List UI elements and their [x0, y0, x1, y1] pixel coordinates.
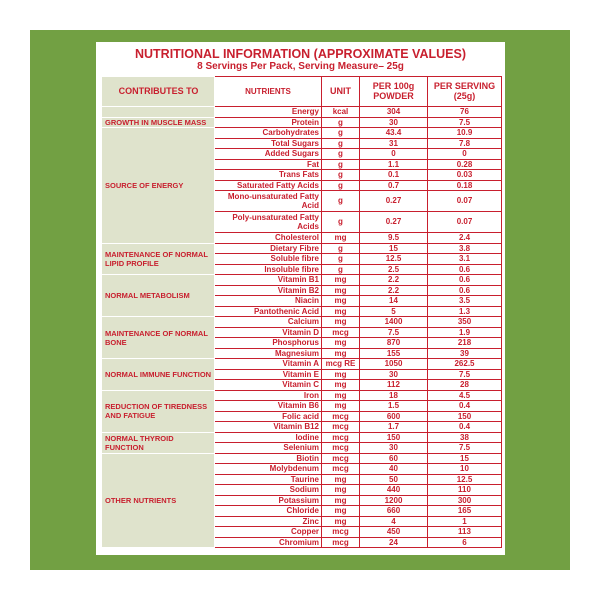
- value-serving: 3.1: [428, 254, 502, 265]
- nutrient-name: Dietary Fibre: [215, 243, 322, 254]
- table-row: [102, 275, 502, 286]
- group-empty: [102, 107, 215, 118]
- value-per100: 1050: [360, 359, 428, 370]
- header-serving: PER SERVING (25g): [428, 77, 502, 107]
- nutrient-name: Trans Fats: [215, 170, 322, 181]
- nutrient-name: Vitamin C: [215, 380, 322, 391]
- nutrient-unit: mg: [322, 338, 360, 349]
- table-row: [102, 432, 502, 443]
- value-serving: 76: [428, 107, 502, 118]
- value-serving: 0.4: [428, 422, 502, 433]
- value-per100: 43.4: [360, 128, 428, 139]
- value-per100: 24: [360, 537, 428, 548]
- nutrient-name: Niacin: [215, 296, 322, 307]
- nutrient-unit: mcg: [322, 537, 360, 548]
- header-per100: PER 100g POWDER: [360, 77, 428, 107]
- nutrient-name: Vitamin D: [215, 327, 322, 338]
- nutrient-unit: mg: [322, 348, 360, 359]
- value-per100: 18: [360, 390, 428, 401]
- nutrient-unit: mg: [322, 233, 360, 244]
- nutrient-unit: kcal: [322, 107, 360, 118]
- nutrient-unit: g: [322, 128, 360, 139]
- nutrient-name: Biotin: [215, 453, 322, 464]
- group-lipid: MAINTENANCE OF NORMAL LIPID PROFILE: [102, 243, 215, 275]
- value-serving: 165: [428, 506, 502, 517]
- value-per100: 4: [360, 516, 428, 527]
- nutrient-unit: mg: [322, 401, 360, 412]
- nutrient-name: Added Sugars: [215, 149, 322, 160]
- nutrient-unit: g: [322, 149, 360, 160]
- nutrient-unit: mg: [322, 317, 360, 328]
- value-serving: 10.9: [428, 128, 502, 139]
- nutrient-name: Iron: [215, 390, 322, 401]
- value-per100: 9.5: [360, 233, 428, 244]
- value-per100: 150: [360, 432, 428, 443]
- nutrient-name: Energy: [215, 107, 322, 118]
- nutrient-name: Soluble fibre: [215, 254, 322, 265]
- header-nutrients: NUTRIENTS: [215, 77, 322, 107]
- value-per100: 450: [360, 527, 428, 538]
- nutrient-name: Sodium: [215, 485, 322, 496]
- value-per100: 5: [360, 306, 428, 317]
- value-per100: 1.7: [360, 422, 428, 433]
- value-serving: 262.5: [428, 359, 502, 370]
- nutrient-unit: mcg RE: [322, 359, 360, 370]
- nutrient-unit: mg: [322, 285, 360, 296]
- nutrient-name: Saturated Fatty Acids: [215, 180, 322, 191]
- nutrient-name: Magnesium: [215, 348, 322, 359]
- nutrient-unit: mg: [322, 380, 360, 391]
- group-muscle: GROWTH IN MUSCLE MASS: [102, 117, 215, 128]
- nutrient-name: Molybdenum: [215, 464, 322, 475]
- nutrient-unit: g: [322, 138, 360, 149]
- value-per100: 440: [360, 485, 428, 496]
- nutrient-unit: mcg: [322, 443, 360, 454]
- value-per100: 870: [360, 338, 428, 349]
- value-per100: 50: [360, 474, 428, 485]
- nutrient-unit: mg: [322, 275, 360, 286]
- value-per100: 0: [360, 149, 428, 160]
- value-serving: 7.5: [428, 443, 502, 454]
- nutrient-name: Carbohydrates: [215, 128, 322, 139]
- nutrition-table: [101, 76, 502, 548]
- value-per100: 60: [360, 453, 428, 464]
- group-thyroid: NORMAL THYROID FUNCTION: [102, 432, 215, 453]
- value-serving: 0.18: [428, 180, 502, 191]
- value-per100: 0.1: [360, 170, 428, 181]
- table-header: [102, 77, 502, 107]
- value-serving: 0.03: [428, 170, 502, 181]
- value-per100: 660: [360, 506, 428, 517]
- nutrient-unit: mcg: [322, 464, 360, 475]
- value-per100: 40: [360, 464, 428, 475]
- nutrient-name: Poly-unsaturated Fatty Acids: [215, 212, 322, 233]
- nutrient-unit: mcg: [322, 422, 360, 433]
- nutrient-unit: g: [322, 254, 360, 265]
- value-serving: 4.5: [428, 390, 502, 401]
- value-serving: 0.28: [428, 159, 502, 170]
- nutrient-unit: mcg: [322, 527, 360, 538]
- table-row: [102, 128, 502, 139]
- value-serving: 110: [428, 485, 502, 496]
- nutrient-name: Vitamin B1: [215, 275, 322, 286]
- nutrient-unit: mg: [322, 506, 360, 517]
- value-serving: 0.4: [428, 401, 502, 412]
- nutrient-unit: mg: [322, 495, 360, 506]
- nutrient-name: Vitamin B2: [215, 285, 322, 296]
- value-serving: 0: [428, 149, 502, 160]
- nutrient-name: Protein: [215, 117, 322, 128]
- value-per100: 1400: [360, 317, 428, 328]
- nutrient-name: Cholesterol: [215, 233, 322, 244]
- value-per100: 304: [360, 107, 428, 118]
- value-per100: 0.27: [360, 191, 428, 212]
- nutrient-name: Copper: [215, 527, 322, 538]
- value-serving: 218: [428, 338, 502, 349]
- nutrient-name: Potassium: [215, 495, 322, 506]
- nutrient-name: Insoluble fibre: [215, 264, 322, 275]
- table-row: [102, 117, 502, 128]
- value-serving: 1: [428, 516, 502, 527]
- value-per100: 155: [360, 348, 428, 359]
- nutrient-unit: mg: [322, 485, 360, 496]
- value-serving: 0.07: [428, 191, 502, 212]
- nutrient-name: Mono-unsaturated Fatty Acid: [215, 191, 322, 212]
- nutrient-unit: g: [322, 170, 360, 181]
- nutrient-name: Vitamin B12: [215, 422, 322, 433]
- value-serving: 0.6: [428, 264, 502, 275]
- value-per100: 30: [360, 369, 428, 380]
- nutrient-name: Pantothenic Acid: [215, 306, 322, 317]
- value-per100: 12.5: [360, 254, 428, 265]
- nutrient-unit: mg: [322, 296, 360, 307]
- value-per100: 30: [360, 443, 428, 454]
- value-serving: 38: [428, 432, 502, 443]
- value-per100: 600: [360, 411, 428, 422]
- value-per100: 7.5: [360, 327, 428, 338]
- nutrient-unit: g: [322, 191, 360, 212]
- group-metabolism: NORMAL METABOLISM: [102, 275, 215, 317]
- nutrient-name: Taurine: [215, 474, 322, 485]
- value-serving: 7.5: [428, 117, 502, 128]
- nutrient-unit: g: [322, 117, 360, 128]
- value-per100: 30: [360, 117, 428, 128]
- nutrient-unit: g: [322, 264, 360, 275]
- value-serving: 28: [428, 380, 502, 391]
- value-per100: 14: [360, 296, 428, 307]
- nutrient-name: Vitamin B6: [215, 401, 322, 412]
- nutrient-unit: mcg: [322, 327, 360, 338]
- value-serving: 0.6: [428, 275, 502, 286]
- header-unit: UNIT: [322, 77, 360, 107]
- page-subtitle: 8 Servings Per Pack, Serving Measure– 25g: [197, 61, 404, 72]
- value-per100: 1.1: [360, 159, 428, 170]
- page-title: NUTRITIONAL INFORMATION (APPROXIMATE VALUES): [134, 47, 466, 61]
- value-serving: 0.6: [428, 285, 502, 296]
- nutrient-unit: mg: [322, 516, 360, 527]
- value-serving: 0.07: [428, 212, 502, 233]
- value-serving: 7.5: [428, 369, 502, 380]
- table-row: [102, 107, 502, 118]
- nutrient-name: Fat: [215, 159, 322, 170]
- nutrient-name: Vitamin E: [215, 369, 322, 380]
- value-serving: 1.9: [428, 327, 502, 338]
- value-serving: 6: [428, 537, 502, 548]
- nutrient-name: Phosphorus: [215, 338, 322, 349]
- nutrient-unit: g: [322, 159, 360, 170]
- nutrient-unit: mg: [322, 369, 360, 380]
- value-serving: 3.8: [428, 243, 502, 254]
- value-per100: 2.2: [360, 275, 428, 286]
- table-row: [102, 317, 502, 328]
- nutrient-unit: mcg: [322, 453, 360, 464]
- nutrient-unit: mcg: [322, 411, 360, 422]
- nutrition-panel: [96, 42, 505, 555]
- nutrient-name: Zinc: [215, 516, 322, 527]
- value-per100: 1.5: [360, 401, 428, 412]
- value-serving: 39: [428, 348, 502, 359]
- table-row: [102, 243, 502, 254]
- nutrient-name: Selenium: [215, 443, 322, 454]
- group-fatigue: REDUCTION OF TIREDNESS AND FATIGUE: [102, 390, 215, 432]
- value-serving: 2.4: [428, 233, 502, 244]
- nutrient-name: Chromium: [215, 537, 322, 548]
- value-serving: 113: [428, 527, 502, 538]
- nutrient-unit: mcg: [322, 432, 360, 443]
- nutrient-unit: mg: [322, 474, 360, 485]
- value-serving: 7.8: [428, 138, 502, 149]
- value-serving: 1.3: [428, 306, 502, 317]
- group-other: OTHER NUTRIENTS: [102, 453, 215, 548]
- nutrient-unit: mg: [322, 306, 360, 317]
- value-per100: 1200: [360, 495, 428, 506]
- group-bone: MAINTENANCE OF NORMAL BONE: [102, 317, 215, 359]
- nutrient-name: Chloride: [215, 506, 322, 517]
- value-per100: 15: [360, 243, 428, 254]
- value-serving: 150: [428, 411, 502, 422]
- value-serving: 12.5: [428, 474, 502, 485]
- value-serving: 300: [428, 495, 502, 506]
- value-serving: 15: [428, 453, 502, 464]
- group-energy: SOURCE OF ENERGY: [102, 128, 215, 244]
- nutrient-name: Folic acid: [215, 411, 322, 422]
- nutrient-unit: g: [322, 180, 360, 191]
- value-serving: 10: [428, 464, 502, 475]
- value-per100: 31: [360, 138, 428, 149]
- value-serving: 350: [428, 317, 502, 328]
- value-per100: 112: [360, 380, 428, 391]
- nutrient-unit: g: [322, 243, 360, 254]
- table-row: [102, 453, 502, 464]
- nutrient-name: Iodine: [215, 432, 322, 443]
- nutrient-name: Calcium: [215, 317, 322, 328]
- table-row: [102, 359, 502, 370]
- header-contributes: CONTRIBUTES TO: [102, 77, 215, 107]
- group-immune: NORMAL IMMUNE FUNCTION: [102, 359, 215, 391]
- value-serving: 3.5: [428, 296, 502, 307]
- value-per100: 0.27: [360, 212, 428, 233]
- nutrient-unit: g: [322, 212, 360, 233]
- nutrient-unit: mg: [322, 390, 360, 401]
- nutrient-name: Vitamin A: [215, 359, 322, 370]
- value-per100: 2.2: [360, 285, 428, 296]
- value-per100: 2.5: [360, 264, 428, 275]
- value-per100: 0.7: [360, 180, 428, 191]
- table-row: [102, 390, 502, 401]
- nutrient-name: Total Sugars: [215, 138, 322, 149]
